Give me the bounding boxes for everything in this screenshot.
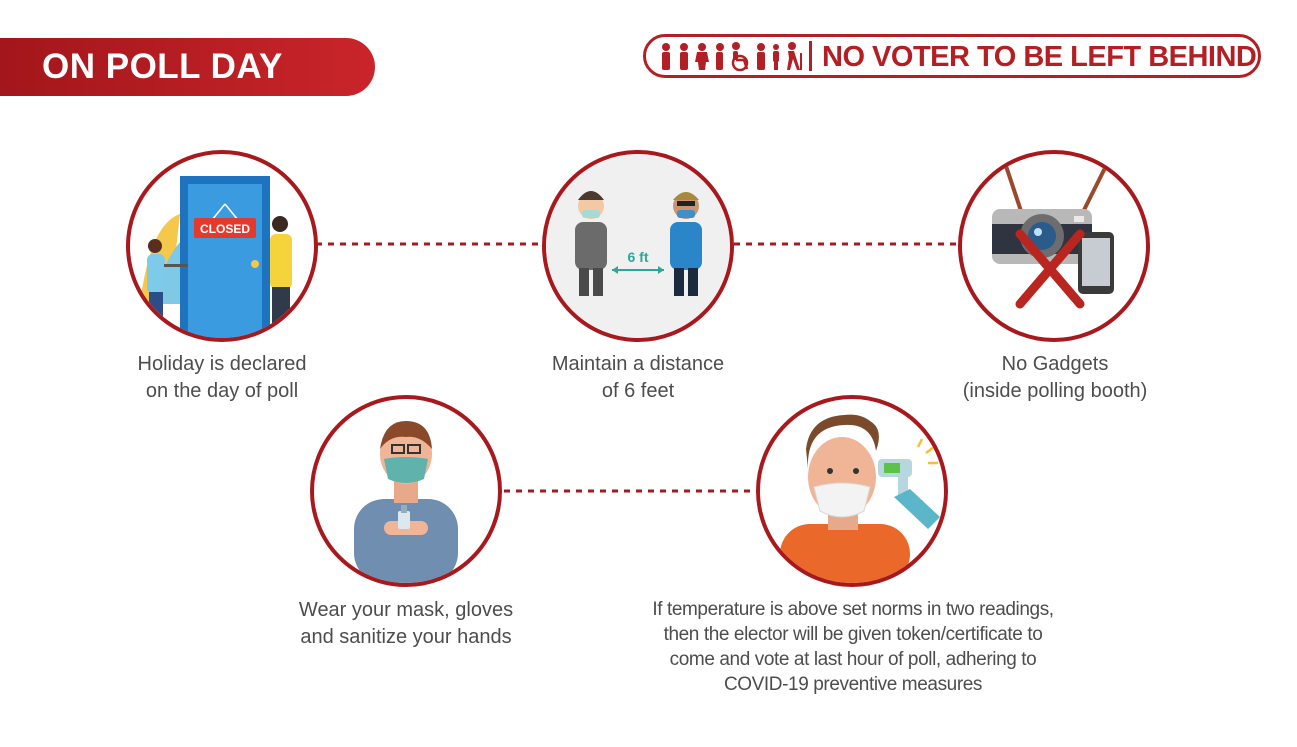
caption-line: Holiday is declared <box>137 353 307 375</box>
holiday-illustration <box>126 150 318 342</box>
caption-line: No Gadgets <box>1001 353 1109 375</box>
distance-caption <box>508 351 768 405</box>
caption-line: on the day of poll <box>145 380 299 402</box>
holiday-caption <box>96 351 348 405</box>
caption-line: of 6 feet <box>601 380 675 402</box>
mask-illustration <box>310 395 502 587</box>
distance-label: 6 ft <box>627 249 649 265</box>
gadgets-illustration <box>958 150 1150 342</box>
mask-caption <box>270 597 542 651</box>
tagline-text: NO VOTER TO BE LEFT BEHIND <box>822 41 1257 73</box>
temperature-caption <box>603 597 1103 697</box>
caption-line: Maintain a distance <box>551 353 725 375</box>
page-title: ON POLL DAY <box>42 47 283 86</box>
closed-sign-text: CLOSED <box>199 222 251 236</box>
temperature-illustration <box>756 395 948 587</box>
caption-line: If temperature is above set norms in two readings, <box>652 599 1054 620</box>
caption-line: come and vote at last hour of poll, adhering to <box>669 649 1037 670</box>
caption-line: (inside polling booth) <box>962 380 1148 402</box>
caption-line: then the elector will be given token/certificate to <box>663 624 1043 645</box>
caption-line: Wear your mask, gloves <box>298 599 514 621</box>
distance-illustration <box>542 150 734 342</box>
caption-line: and sanitize your hands <box>300 626 512 648</box>
caption-line: COVID-19 preventive measures <box>723 674 983 695</box>
gadgets-caption <box>930 351 1180 405</box>
